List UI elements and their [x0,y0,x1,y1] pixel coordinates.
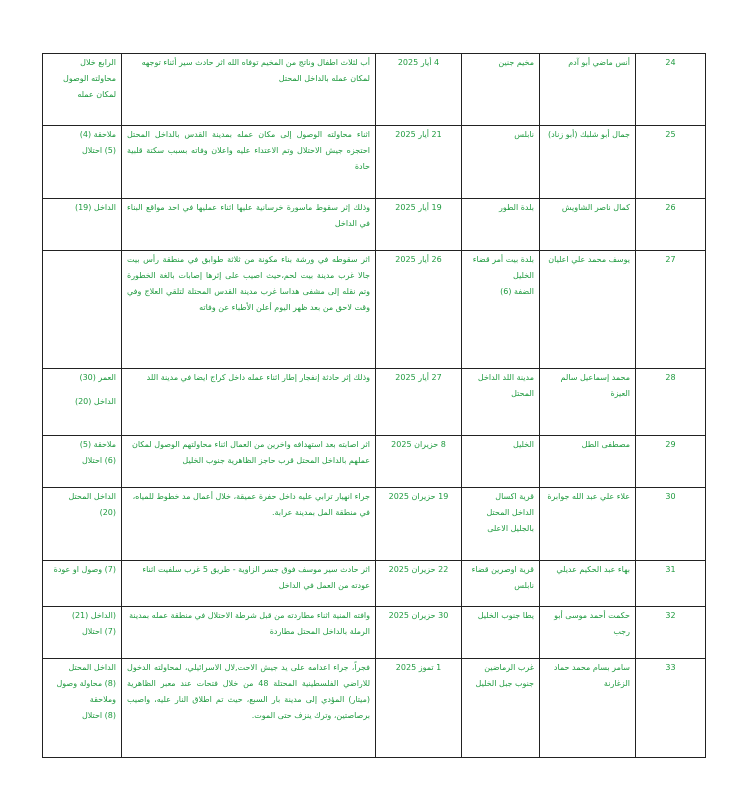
notes-cell [43,369,122,436]
place-cell: مخيم جنين [462,54,540,126]
note-line: الداخل (19) [74,203,116,212]
place-cell: قرية اوصرين قضاء نابلس [462,561,540,607]
note-line: الداخل المحتل [68,492,116,501]
note-line: ملاحقة (5) [79,440,116,449]
place-cell: مدينة اللد الداخل المحتل [462,369,540,436]
place-line: الداخل المحتل [486,508,534,517]
place-line: الضفة (6) [500,287,534,296]
date-cell: 1 تموز 2025 [376,659,462,758]
note-line: (5) احتلال [81,146,116,155]
details-cell: جراء انهيار ترابي عليه داخل حفرة عميقة، خلال أعمال مد خطوط للمياه، في منطقة المل بمدينة عرابة. [122,488,376,561]
notes-cell [43,126,122,199]
date-cell: 26 أيار 2025 [376,251,462,369]
row-number: 31 [636,561,706,607]
details-cell: اثر سقوطه في ورشة بناء مكونة من ثلاثة طوابق في منطقة رأس بيت جالا غرب مدينة بيت لحم،حيث اصيب على إثرها إصابات بالغة الخطورة وتم نقله إلى مشفى هداسا غرب مدينة القدس المحتلة لتلقي العلاج وفي وقت لاحق من بعد ظهر اليوم أعلن الأطباء عن وفاته [122,251,376,369]
date-cell: 19 حزيران 2025 [376,488,462,561]
table-row [43,126,706,199]
note-line: لمكان عمله [77,90,116,99]
place-cell [462,488,540,561]
note-line: (20) [99,508,116,517]
date-cell: 4 أيار 2025 [376,54,462,126]
note-line: (6) احتلال [81,456,116,465]
table-row [43,488,706,561]
place-line: قرية اكسال [495,492,534,501]
place-line: بالجليل الاعلى [487,524,534,533]
notes-cell [43,199,122,251]
notes-cell [43,659,122,758]
row-number: 32 [636,607,706,659]
table-row [43,199,706,251]
details-cell: وافته المنية اثناء مطاردته من قبل شرطة الاحتلال في منطقة عمله بمدينة الرملة بالداخل المحتل مطاردة [122,607,376,659]
details-cell: فجراً، جراء اعدامه على يد جيش الاحت,لال الاسرائيلي، لمحاولته الدخول للاراضي الفلسطينية المحتلة 48 من خلال فتحات عند معبر الظاهرية (ميتار) المؤدي إلى مدينة بار السبع، حيث تم اطلاق النار عليه، واصيب برصاصتين، وترك ينزف حتى الموت. [122,659,376,758]
details-cell: أب لثلاث اطفال وناتج من المخيم توفاه الله اثر حادث سير أثناء توجهه لمكان عمله بالداخل المحتل [122,54,376,126]
place-cell: غرب الرماضين جنوب جبل الخليل [462,659,540,758]
table-row [43,436,706,488]
place-cell [462,251,540,369]
notes-cell [43,607,122,659]
table-row [43,251,706,369]
note-line: الرابع خلال [80,58,116,67]
place-cell: بلدة الطور [462,199,540,251]
date-cell: 22 حزيران 2025 [376,561,462,607]
table-row [43,54,706,126]
note-line: (7) وصول او عودة [53,565,116,574]
notes-cell [43,251,122,369]
note-line: (الداخل (21) [71,611,116,620]
row-number: 30 [636,488,706,561]
table-row [43,607,706,659]
details-cell: وذلك إثر حادثة إنفجار إطار اثناء عمله داخل كراج ايضا في مدينة اللد [122,369,376,436]
note-line: (7) احتلال [81,627,116,636]
name-cell: كمال ناصر الشاويش [540,199,636,251]
details-cell: وذلك إثر سقوط ماسورة خرسانية عليها اثناء عمليها في احد مواقع البناء في الداخل [122,199,376,251]
place-line: الخليل [513,271,534,280]
name-cell: أنس ماضي أبو آدم [540,54,636,126]
details-cell: اثر اصابته بعد استهدافه واخرين من العمال اثناء محاولتهم الوصول لمكان عملهم بالداخل المحتل قرب حاجز الظاهرية جنوب الخليل [122,436,376,488]
name-cell: سامر بسام محمد حماد الزغارنة [540,659,636,758]
row-number: 29 [636,436,706,488]
name-cell: يوسف محمد علي اعليان [540,251,636,369]
name-cell: جمال أبو شلبك (أبو زناد) [540,126,636,199]
note-line: (8) محاولة وصول [56,679,116,688]
details-cell: اثناء محاولته الوصول إلى مكان عمله بمدينة القدس بالداخل المحتل احتجزه جيش الاحتلال وتم الاعتداء عليه واعلان وفاته بسبب سكتة قلبية حادة [122,126,376,199]
row-number: 25 [636,126,706,199]
deaths-table [42,53,706,758]
place-cell: الخليل [462,436,540,488]
details-cell: اثر حادث سير موسف فوق جسر الزاوية - طريق 5 غرب سلفيت اثناء عودته من العمل في الداخل [122,561,376,607]
name-cell: مصطفى الطل [540,436,636,488]
row-number: 24 [636,54,706,126]
name-cell: محمد إسماعيل سالم العيزة [540,369,636,436]
row-number: 26 [636,199,706,251]
place-line: بلدة بيت أمر قضاء [472,255,534,264]
name-cell: حكمت أحمد موسى أبو رجب [540,607,636,659]
place-cell: يطا جنوب الخليل [462,607,540,659]
row-number: 33 [636,659,706,758]
row-number: 28 [636,369,706,436]
note-line: العمر (30) [79,373,116,382]
row-number: 27 [636,251,706,369]
notes-cell [43,561,122,607]
table-row [43,659,706,758]
note-line: وملاحقة [89,695,116,704]
table-row [43,369,706,436]
note-line: (8) احتلال [81,711,116,720]
date-cell: 27 أيار 2025 [376,369,462,436]
date-cell: 30 حزيران 2025 [376,607,462,659]
notes-cell [43,488,122,561]
date-cell: 21 أيار 2025 [376,126,462,199]
name-cell: بهاء عبد الحكيم عديلي [540,561,636,607]
notes-cell [43,54,122,126]
date-cell: 19 أيار 2025 [376,199,462,251]
date-cell: 8 حزيران 2025 [376,436,462,488]
place-cell: نابلس [462,126,540,199]
note-line: الداخل المحتل [68,663,116,672]
note-line: محاولته الوصول [63,74,116,83]
note-line: ملاحقة (4) [79,130,116,139]
note-line: الداخل (20) [74,397,116,406]
table-row [43,561,706,607]
notes-cell [43,436,122,488]
name-cell: علاء علي عبد الله جوابرة [540,488,636,561]
